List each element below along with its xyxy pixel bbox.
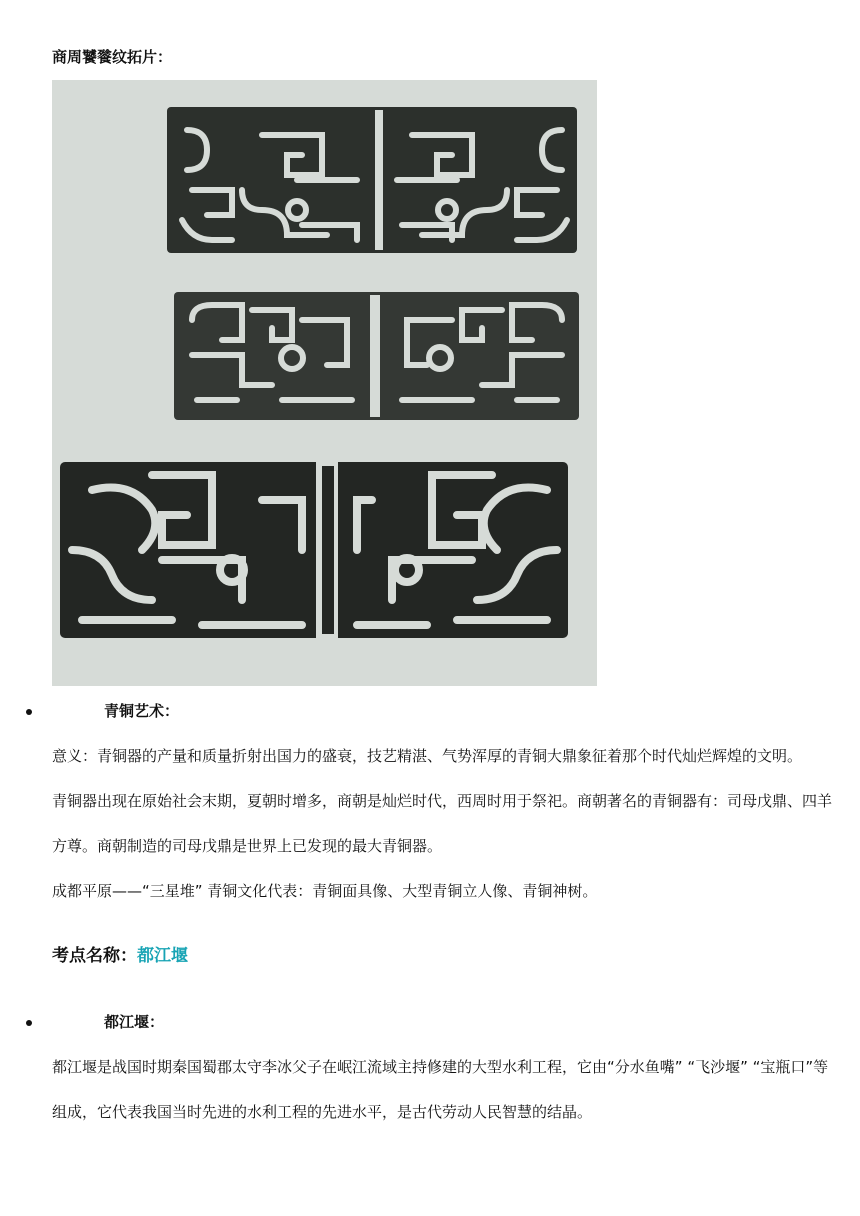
exam-point-label: 考点名称： (52, 946, 137, 966)
list-bullet (26, 709, 32, 715)
exam-point-value: 都江堰 (137, 946, 188, 966)
bronze-art-title: 青铜艺术： (104, 702, 180, 720)
exam-point-heading (52, 944, 188, 968)
dujiangyan-title: 都江堰： (104, 1013, 165, 1031)
rubbing-panel-middle (174, 292, 579, 420)
rubbing-panel-bottom (60, 462, 568, 638)
taotie-rubbing-image (52, 80, 597, 686)
bronze-history-paragraph: 青铜器出现在原始社会末期，夏朝时增多，商朝是灿烂时代，西周时用于祭祀。商朝著名的青铜器有：司母戊鼎、四羊方尊。商朝制造的司母戊鼎是世界上已发现的最大青铜器。 (52, 792, 833, 855)
rubbing-panel-top (167, 107, 577, 253)
dujiangyan-paragraph: 都江堰是战国时期秦国蜀郡太守李冰父子在岷江流域主持修建的大型水利工程，它由“分水鱼嘴” “飞沙堰” “宝瓶口”等组成，它代表我国当时先进的水利工程的先进水平，是古代劳动人民智慧的结晶。 (52, 1058, 829, 1121)
bronze-significance-paragraph: 意义：青铜器的产量和质量折射出国力的盛衰，技艺精湛、气势浑厚的青铜大鼎象征着那个时代灿烂辉煌的文明。 (52, 747, 803, 765)
figure-caption: 商周饕餮纹拓片： (52, 48, 173, 66)
sanxingdui-paragraph: 成都平原——“三星堆” 青铜文化代表：青铜面具像、大型青铜立人像、青铜神树。 (52, 882, 598, 900)
list-bullet (26, 1020, 32, 1026)
